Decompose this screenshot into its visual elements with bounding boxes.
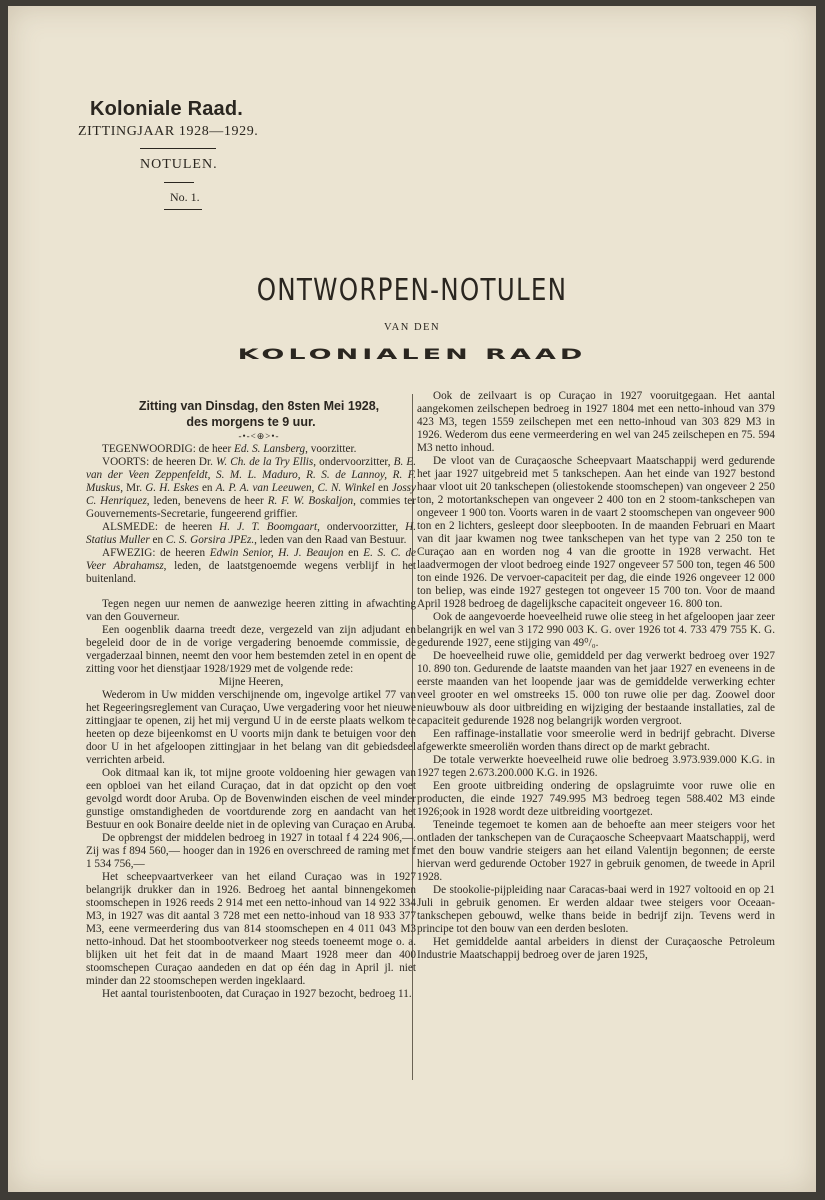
paragraph: Wederom in Uw midden verschijnende om, ingevolge artikel 77 van het Regeeringsreglement van Curaçao, Uwe vergadering voor het nieuwe zittingjaar te openen, zij het mij vergund U in de eerste plaats welkom te heeten op deze bijeenkomst en U voorts mijn dank te betuigen voor den door U in het afgeloopen zittingjaar in het belang van dit gebiedsdeel verrichten arbeid. [86, 689, 416, 766]
attendance-present: TEGENWOORDIG: de heer Ed. S. Lansberg, voorzitter. [102, 443, 357, 455]
council-title: Koloniale Raad. [90, 98, 244, 120]
right-column [417, 390, 775, 962]
paragraph: Teneinde tegemoet te komen aan de behoefte aan meer steigers voor het ontladen der tankschepen van de Curaçaosche Scheepvaart Maatschappij, werd met den bouw vandrie steigers aan het eiland Valentijn begonnen; de eerste hiervan werd gedurende October 1927 in gebruik genomen, de tweede in April 1928. [417, 819, 775, 883]
header-rule-short [164, 182, 194, 183]
subtitle-van-den: VAN DEN [383, 322, 441, 333]
document-page [8, 6, 816, 1192]
attendance-also: VOORTS: de heeren Dr. W. Ch. de la Try Ellis, ondervoorzitter, B. E. van der Veen Zeppenfeldt, S. M. L. Maduro, R. S. de Lannoy, R. F. Muskus, Mr. G. H. Eskes en A. P. A. van Leeuwen, C. N. Winkel en Jossy C. Henriquez, leden, benevens de heer R. F. W. Boskaljon, commies ter Gouvernements-Secretarie, fungeerend griffier. [86, 456, 416, 520]
paragraph: Ook ditmaal kan ik, tot mijne groote voldoening hier gewagen van een opbloei van het eiland Curaçao, dat in dat opzicht op den voet gevolgd wordt door Aruba. Op de Bovenwinden eischen de veel minder gunstige omstandigheden de voortdurende zorg en aandacht van het Bestuur en ook Bonaire deelde niet in de opleving van Curaçao en Aruba. [86, 767, 416, 831]
sitting-heading: Zitting van Dinsdag, den 8sten Mei 1928, des morgens te 9 uur. [138, 399, 380, 429]
ornament-divider: -•-<⊕>•- [238, 431, 280, 441]
session-year: ZITTINGJAAR 1928—1929. [78, 124, 259, 139]
document-title: ONTWORPEN-NOTULEN [256, 273, 568, 308]
paragraph: Ook de aangevoerde hoeveelheid ruwe olie steeg in het afgeloopen jaar zeer belangrijk en wel van 3 172 990 003 K. G. over 1926 tot 4. 733 479 755 K. G. gedurende 1927, eene stijging van 49⁰/₀. [417, 611, 775, 649]
header-rule-bottom [164, 209, 202, 210]
paragraph: Ook de zeilvaart is op Curaçao in 1927 vooruitgegaan. Het aantal aangekomen zeilschepen bedroeg in 1927 1804 met een netto-inhoud van 379 423 M3, tegen 1559 zeilschepen met een netto-inhoud van 303 829 M3 in 1926. Wederom dus eene vermeerdering en wel van 245 zeilschepen en 75. 594 M3 netto inhoud. [417, 390, 775, 454]
paragraph: Een oogenblik daarna treedt deze, vergezeld van zijn adjudant en begeleid door de in de vorige vergadering benoemde commissie, de vergaderzaal binnen, neemt den voor hem bestemden zetel in en opent de zitting voor het dienstjaar 1928/1929 met de volgende rede: [86, 624, 416, 675]
paragraph: De totale verwerkte hoeveelheid ruwe olie bedroeg 3.973.939.000 K.G. in 1927 tegen 2.673.200.000 K.G. in 1926. [417, 754, 775, 779]
paragraph: De stookolie-pijpleiding naar Caracas-baai werd in 1927 voltooid en op 21 Juli in gebruik genomen. Er werden aldaar twee steigers voor Oceaan-tankschepen gebouwd, welke thans beide in bedrijf zijn. Tevens werd in principe tot den bouw van een derden besloten. [417, 884, 775, 935]
paragraph: Het aantal touristenbooten, dat Curaçao in 1927 bezocht, bedroeg 11. [102, 988, 412, 1000]
paragraph: Het gemiddelde aantal arbeiders in dienst der Curaçaosche Petroleum Industrie Maatschappij bedroeg over de jaren 1925, [417, 936, 775, 961]
paragraph: Tegen negen uur nemen de aanwezige heeren zitting in afwachting van den Gouverneur. [86, 598, 416, 623]
paragraph: De hoeveelheid ruwe olie, gemiddeld per dag verwerkt bedroeg over 1927 10. 890 ton. Gedurende de laatste maanden van het jaar 1927 en eveneens in de eerste maanden van het loopende jaar was de gemiddelde verwerking echter veel grooter en wel omstreeks 15. 000 ton ruwe olie per dag. Zoowel door nieuwbouw als door uitbreiding en wijziging der bestaande installaties, zal de capaciteit gedurende 1928 nog belangrijk worden vergroot. [417, 650, 775, 727]
paragraph: De vloot van de Curaçaosche Scheepvaart Maatschappij werd gedurende het jaar 1927 uitgebreid met 5 tankschepen. Aan het einde van 1927 bestond haar vloot uit 20 tankschepen (oliestokende stoomschepen) van ongeveer 2 250 ton, 2 motortankschepen van ongeveer 2 400 ton en 2 stoom-tankschepen van ongeveer 1 900 ton. Voorts waren in de vaart 2 stoomschepen van ongeveer 900 ton en 2 lichters, gesleept door sleepbooten. In de maanden Februari en Maart van dit jaar kwamen nog twee tankschepen van het type van 2 250 ton te Curaçao aan en worden nog 4 van die grootte in 1928 verwacht. Het laadvermogen der vloot bedroeg einde 1927 ongeveer 57 500 ton, tegen 46 500 ton einde 1926. De vervoer-capaciteit per dag, die einde 1926 ongeveer 12 000 ton beliep, was einde 1927 gestegen tot ongeveer 15 700 ton. Voor de maand April 1928 bedroeg de dagelijksche capaciteit ongeveer 16. 800 ton. [417, 455, 775, 610]
salutation: Mijne Heeren, [218, 676, 284, 688]
header-rule [140, 148, 216, 149]
attendance-absent: AFWEZIG: de heeren Edwin Senior, H. J. Beaujon en E. S. C. de Veer Abrahamsz, leden, de laatstgenoemde wegens verblijf in het buitenland. [86, 547, 417, 585]
left-column [86, 398, 416, 1001]
attendance-likewise: ALSMEDE: de heeren H. J. T. Boomgaart, ondervoorzitter, H. Statius Muller en C. S. Gorsira JPEz., leden van den Raad van Bestuur. [86, 521, 417, 546]
council-name-banner: KOLONIALEN RAAD [237, 345, 587, 363]
paragraph: Het scheepvaartverkeer van het eiland Curaçao was in 1927 belangrijk drukker dan in 1926. Bedroeg het aantal binnengekomen stoomschepen in 1926 reeds 2 914 met een netto-inhoud van 14 922 334 M3, in 1927 was dit aantal 3 728 met een netto-inhoud van 18 933 377 M3, eene vermeerdering dus van 814 stoomschepen en 4 011 043 M3 netto-inhoud. Dat het stoombootverkeer nog steeds toeneemt moge o. a. blijken uit het feit dat in de maand Maart 1928 meer dan 400 stoomschepen Curaçao aandeden en dat op één dag in April jl. niet minder dan 22 stoomschepen werden ingeklaard. [86, 871, 416, 987]
issue-number: No. 1. [170, 190, 200, 204]
paragraph: De opbrengst der middelen bedroeg in 1927 in totaal f 4 224 906,—. Zij was f 894 560,— hooger dan in 1926 en overschreed de raming met f 1 534 756,— [86, 832, 416, 870]
paragraph: Een groote uitbreiding ondering de opslagruimte voor ruwe olie en producten, die einde 1927 749.995 M3 bedroeg tegen 588.402 M3 einde 1926;ook in 1928 wordt deze uitbreiding voortgezet. [417, 780, 775, 818]
paragraph: Een raffinage-installatie voor smeerolie werd in bedrijf gebracht. Diverse afgewerkte smeeroliën worden thans direct op de markt gebracht. [417, 728, 775, 753]
notulen-label: NOTULEN. [140, 157, 218, 172]
